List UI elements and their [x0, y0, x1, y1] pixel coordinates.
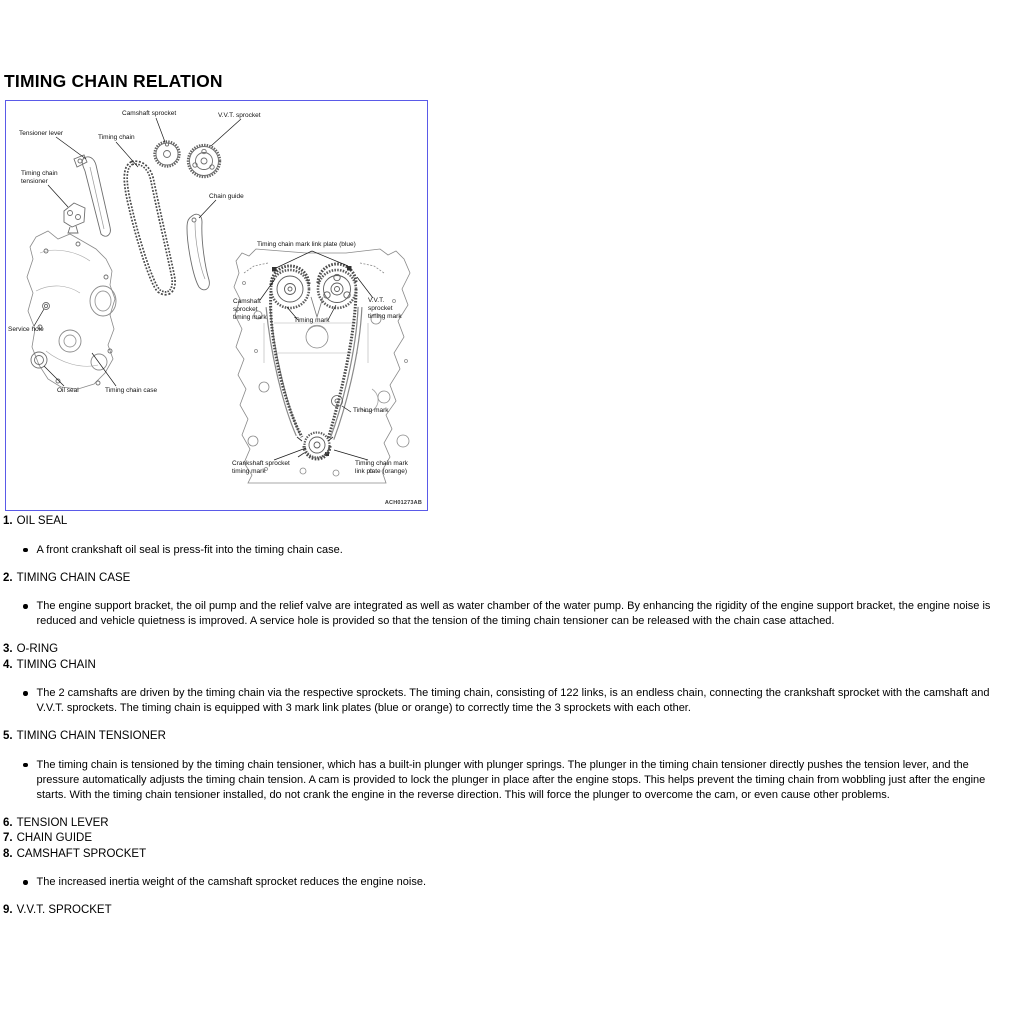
camshaft-sprocket-drawing	[155, 142, 180, 167]
bullet-paragraph	[0, 599, 1019, 629]
item-heading: V.V.T. SPROCKET	[16, 904, 112, 916]
bullet-icon	[23, 691, 28, 696]
item-number: 9.	[3, 904, 13, 916]
label-timing-chain-tensioner: Timing chain tensioner	[21, 170, 58, 185]
description-list	[0, 514, 1024, 919]
item-heading: TIMING CHAIN CASE	[16, 571, 131, 584]
list-item-7	[0, 831, 1019, 847]
item-number: 1.	[3, 515, 13, 527]
item-number: 4.	[3, 658, 13, 671]
label-timing-mark-top: Timing mark	[294, 317, 330, 324]
label-service-hole: Service hole	[8, 326, 44, 333]
bullet-paragraph	[0, 686, 1019, 716]
list-item-1	[0, 514, 1019, 530]
item-number: 6.	[3, 816, 13, 829]
label-camshaft-sprocket-timing-mark: Camshaft sprocket timing mark	[233, 298, 267, 321]
label-tensioner-lever: Tensioner lever	[19, 130, 64, 137]
camshaft-sprocket-installed-drawing	[271, 270, 309, 308]
label-mark-link-plate-orange: Timing chain mark link plate (orange)	[355, 460, 408, 475]
vvt-sprocket-drawing	[188, 145, 220, 177]
list-item-4	[0, 658, 1019, 674]
page-title: TIMING CHAIN RELATION	[4, 70, 223, 91]
tensioner-lever-drawing	[82, 157, 110, 236]
engine-block-drawing	[234, 249, 410, 483]
list-item-8	[0, 847, 1019, 863]
installed-view-drawing	[234, 249, 410, 483]
timing-chain-case-drawing	[27, 231, 115, 389]
blue-mark-link-drawing-2	[347, 266, 352, 271]
blue-mark-link-drawing	[272, 267, 277, 272]
label-camshaft-sprocket: Camshaft sprocket	[122, 110, 177, 117]
timing-chain-figure	[5, 100, 428, 511]
item-number: 2.	[3, 571, 13, 584]
bullet-paragraph	[0, 758, 1019, 803]
bullet-icon	[23, 548, 28, 553]
bullet-paragraph	[0, 543, 1019, 558]
item-heading: OIL SEAL	[16, 515, 68, 527]
service-hole-drawing	[43, 303, 50, 310]
item-heading: TIMING CHAIN TENSIONER	[16, 730, 166, 742]
bullet-icon	[23, 880, 28, 885]
label-chain-guide: Chain guide	[209, 193, 244, 200]
item-heading: CHAIN GUIDE	[16, 832, 92, 844]
item-heading: CAMSHAFT SPROCKET	[16, 847, 147, 860]
list-item-2	[0, 571, 1019, 587]
bullet-icon	[23, 604, 28, 609]
list-item-5	[0, 729, 1019, 745]
bullet-text: The timing chain is tensioned by the timing chain tensioner, which has a built-in plunger with plunger springs. The plunger in the timing chain tensioner directly pushes the tension lever, and the pressure automatically adjusts the timing chain tension. A cam is provided to lock the plunger in place after the engine stops. This helps prevent the timing chain from wobbling just after the engine starts. With the timing chain tensioner installed, do not crank the engine in the reverse direction. This will force the plunger to overcome the cam, or even cause other problems.	[36, 758, 986, 801]
timing-chain-diagram-drawing	[6, 101, 427, 510]
list-item-6	[0, 816, 1019, 832]
bullet-text: The increased inertia weight of the camshaft sprocket reduces the engine noise.	[36, 876, 427, 888]
timing-chain-installed-drawing	[271, 264, 356, 459]
bullet-icon	[23, 763, 28, 768]
label-timing-chain: Timing chain	[98, 134, 135, 141]
item-number: 7.	[3, 832, 13, 844]
item-heading: TENSION LEVER	[16, 816, 109, 829]
bullet-text: The 2 camshafts are driven by the timing chain via the respective sprockets. The timing chain, consisting of 122 links, is an endless chain, connecting the crankshaft sprocket with the camshaft and V.V.T. sprockets. The timing chain is equipped with 3 mark link plates (blue or orange) to correctly time the 3 sprockets with each other.	[36, 687, 990, 714]
bullet-text: The engine support bracket, the oil pump and the relief valve are integrated as well as water chamber of the water pump. By enhancing the rigidity of the engine support bracket, the engine noise is reduced and vehicle quietness is improved. A service hole is provided so that the tension of the timing chain tensioner can be released with the chain case attached.	[36, 600, 991, 627]
label-oil-seal: Oil seal	[57, 387, 79, 394]
timing-chain-tensioner-drawing	[64, 203, 85, 227]
label-vvt-sprocket: V.V.T. sprocket	[218, 112, 261, 119]
label-mark-link-plate-blue: Timing chain mark link plate (blue)	[257, 241, 356, 248]
item-number: 8.	[3, 847, 13, 860]
item-number: 3.	[3, 643, 13, 655]
vvt-sprocket-installed-drawing	[318, 270, 356, 308]
label-timing-chain-case: Timing chain case	[105, 387, 158, 394]
label-vvt-sprocket-timing-mark: V.V.T. sprocket timing mark	[368, 297, 402, 320]
label-timing-mark-bottom: Timing mark	[353, 407, 389, 414]
list-item-9	[0, 903, 1019, 919]
item-heading: O-RING	[16, 643, 59, 655]
label-crankshaft-sprocket-timing-mark: Crankshaft sprocket timing mark	[232, 460, 290, 475]
bullet-paragraph	[0, 875, 1019, 890]
bullet-text: A front crankshaft oil seal is press-fit into the timing chain case.	[36, 543, 343, 556]
item-number: 5.	[3, 730, 13, 742]
list-item-3	[0, 642, 1019, 658]
item-heading: TIMING CHAIN	[16, 658, 96, 671]
figure-code: ACH01273AB	[384, 500, 422, 506]
